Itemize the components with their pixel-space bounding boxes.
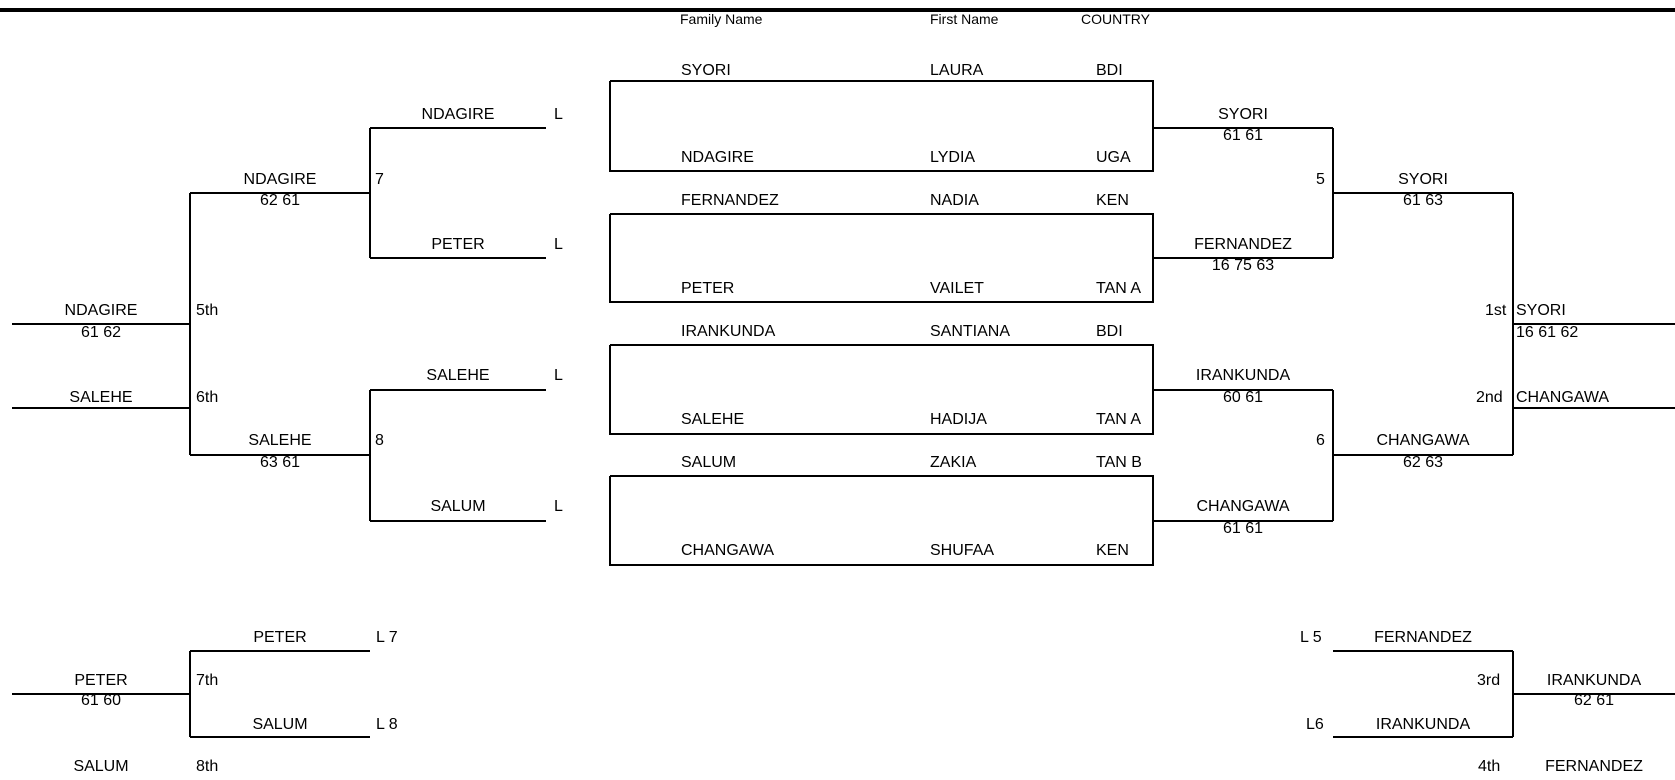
cons-r1-name: PETER xyxy=(431,236,485,253)
entry-country: KEN xyxy=(1096,192,1129,209)
match-number: 8 xyxy=(375,432,384,449)
place5-name: NDAGIRE xyxy=(64,302,138,319)
qf-winner: CHANGAWA xyxy=(1196,498,1290,515)
final-first-label: 1st xyxy=(1485,302,1507,319)
final-score: 16 61 62 xyxy=(1516,324,1579,341)
entry-family: SALEHE xyxy=(681,411,745,428)
entry-first: HADIJA xyxy=(930,411,987,428)
p34-bottom-name: IRANKUNDA xyxy=(1375,716,1471,733)
entry-country: UGA xyxy=(1096,149,1131,166)
entry-first: ZAKIA xyxy=(930,454,977,471)
cons-r1-mark: L xyxy=(554,367,563,384)
qf-score: 16 75 63 xyxy=(1211,257,1275,274)
cons-r1-mark: L xyxy=(554,236,563,253)
p78-winner-label: 7th xyxy=(196,672,219,689)
p78-winner-name: PETER xyxy=(74,672,128,689)
p78-loser-name: SALUM xyxy=(73,758,129,775)
entry-first: LYDIA xyxy=(930,149,976,166)
cons-r2-score: 62 61 xyxy=(259,192,301,209)
entry-country: TAN B xyxy=(1096,454,1142,471)
match-number: 6 xyxy=(1316,432,1325,449)
entry-country: KEN xyxy=(1096,542,1129,559)
place5-score: 61 62 xyxy=(80,324,122,341)
entry-family: IRANKUNDA xyxy=(681,323,776,340)
entry-family: NDAGIRE xyxy=(681,149,754,166)
p34-loser-label: 4th xyxy=(1478,758,1501,775)
entry-country: BDI xyxy=(1096,62,1123,79)
final-first-name: SYORI xyxy=(1516,302,1566,319)
cons-r2-winner: SALEHE xyxy=(248,432,312,449)
header-first-name: First Name xyxy=(930,11,999,27)
p78-loser-label: 8th xyxy=(196,758,219,775)
qf-score: 61 61 xyxy=(1222,520,1264,537)
match-number: 7 xyxy=(375,171,384,188)
place5-label: 5th xyxy=(196,302,219,319)
cons-r1-mark: L xyxy=(554,498,563,515)
entry-first: SANTIANA xyxy=(930,323,1011,340)
entry-first: NADIA xyxy=(930,192,979,209)
p34-winner-label: 3rd xyxy=(1477,672,1501,689)
match-number: 5 xyxy=(1316,171,1325,188)
cons-r1-name: SALEHE xyxy=(426,367,490,384)
entry-first: LAURA xyxy=(930,62,984,79)
cons-r2-winner: NDAGIRE xyxy=(243,171,317,188)
cons-r1-mark: L xyxy=(554,106,563,123)
sf-score: 61 63 xyxy=(1402,192,1444,209)
p34-top-name: FERNANDEZ xyxy=(1374,629,1472,646)
sf-winner: SYORI xyxy=(1398,171,1448,188)
cons-r1-name: SALUM xyxy=(430,498,486,515)
header-family-name: Family Name xyxy=(680,11,763,27)
p34-top-mark: L 5 xyxy=(1300,629,1322,646)
p34-winner-score: 62 61 xyxy=(1573,692,1615,709)
entry-first: SHUFAA xyxy=(930,542,995,559)
sf-score: 62 63 xyxy=(1402,454,1444,471)
entry-family: SALUM xyxy=(681,454,737,471)
final-second-label: 2nd xyxy=(1476,389,1503,406)
p78-winner-score: 61 60 xyxy=(80,692,122,709)
final-second-name: CHANGAWA xyxy=(1516,389,1610,406)
p34-bottom-mark: L6 xyxy=(1306,716,1324,733)
p34-winner-name: IRANKUNDA xyxy=(1546,672,1642,689)
entry-country: TAN A xyxy=(1096,411,1142,428)
entry-country: TAN A xyxy=(1096,280,1142,297)
p34-loser-name: FERNANDEZ xyxy=(1545,758,1643,775)
qf-winner: FERNANDEZ xyxy=(1194,236,1292,253)
qf-score: 61 61 xyxy=(1222,127,1264,144)
place6-label: 6th xyxy=(196,389,219,406)
header-country: COUNTRY xyxy=(1081,11,1150,27)
qf-score: 60 61 xyxy=(1222,389,1264,406)
p78-bottom-name: SALUM xyxy=(252,716,308,733)
cons-r1-name: NDAGIRE xyxy=(421,106,495,123)
entry-first: VAILET xyxy=(930,280,984,297)
p78-top-name: PETER xyxy=(253,629,307,646)
place6-name: SALEHE xyxy=(69,389,133,406)
p78-bottom-mark: L 8 xyxy=(376,716,398,733)
entry-family: SYORI xyxy=(681,62,731,79)
sf-winner: CHANGAWA xyxy=(1376,432,1470,449)
qf-winner: SYORI xyxy=(1218,106,1268,123)
cons-r2-score: 63 61 xyxy=(259,454,301,471)
qf-winner: IRANKUNDA xyxy=(1195,367,1291,384)
entry-country: BDI xyxy=(1096,323,1123,340)
entry-family: CHANGAWA xyxy=(681,542,775,559)
entry-family: PETER xyxy=(681,280,735,297)
p78-top-mark: L 7 xyxy=(376,629,398,646)
entry-family: FERNANDEZ xyxy=(681,192,779,209)
